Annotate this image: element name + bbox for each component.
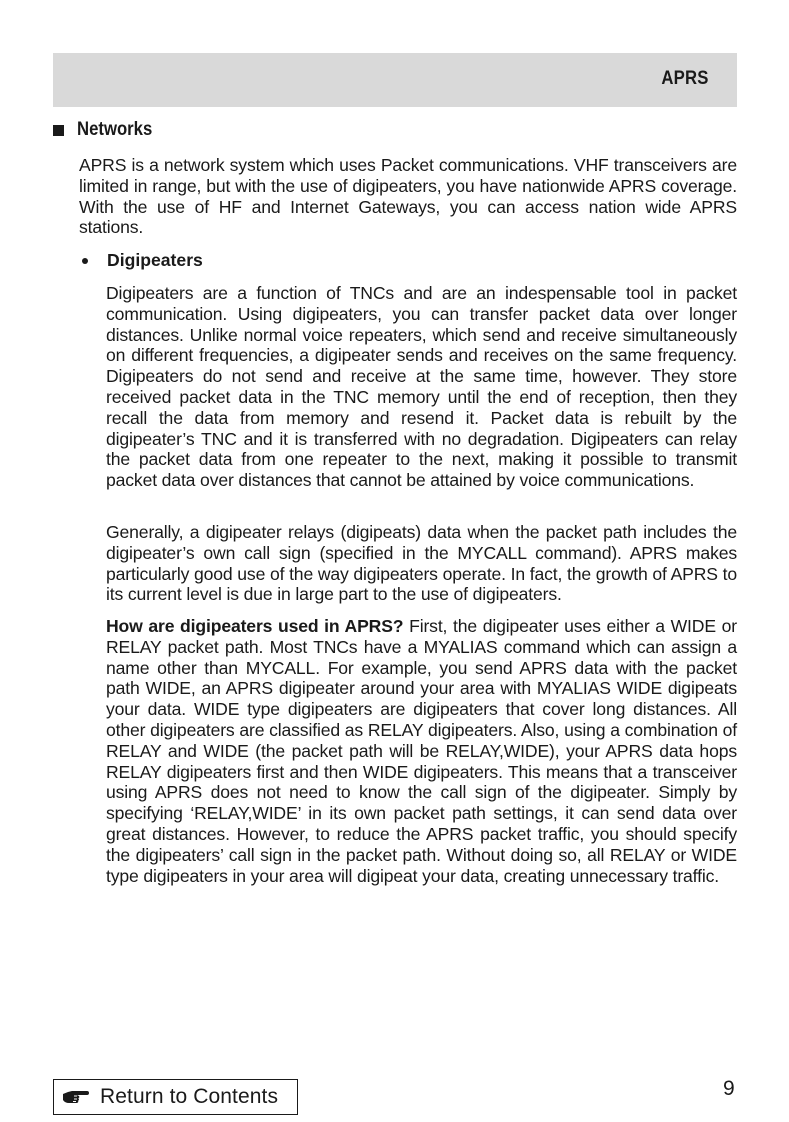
page-number: 9 <box>723 1077 735 1100</box>
page-header <box>53 53 737 107</box>
section-heading <box>53 119 163 141</box>
header-title: APRS <box>661 68 709 89</box>
pointing-hand-icon <box>62 1088 90 1106</box>
intro-paragraph: APRS is a network system which uses Packet communications. VHF transceivers are limited in range, but with the use of digipeaters, you have nationwide APRS coverage. With the use of HF and Internet Gateways, you can access nation wide APRS stations. <box>79 155 737 238</box>
return-to-contents-label: Return to Contents <box>100 1085 279 1108</box>
subsection-title: Digipeaters <box>107 250 203 270</box>
round-bullet-icon <box>82 258 88 264</box>
section-title: Networks <box>77 119 153 140</box>
subsection-heading <box>79 250 203 271</box>
return-to-contents-button[interactable] <box>53 1079 298 1115</box>
digipeaters-paragraph-1: Digipeaters are a function of TNCs and are an indespensable tool in packet communication. Using digipeaters, you can transfer packet data over longer distances. Unlike normal voice repeaters, which send and receive simultaneously on different frequencies, a digipeater sends and receives on the same frequency. Digipeaters do not send and receive at the same time, however. They store received packet data in the TNC memory until the end of reception, then they recall the data from memory and resend it. Packet data is rebuilt by the digipeater’s TNC and it is transferred with no degradation. Digipeaters can relay the packet data from one repeater to the next, making it possible to transmit packet data over distances that cannot be attained by voice communications. <box>106 283 737 491</box>
digipeaters-paragraph-3 <box>106 616 737 886</box>
paragraph-lead-question: How are digipeaters used in APRS? <box>106 616 404 636</box>
paragraph-3-body: First, the digipeater uses either a WIDE or RELAY packet path. Most TNCs have a MYALIAS command which can assign a name other than MYCALL. For example, you send APRS data with the packet path WIDE, an APRS digipeater around your area with MYALIAS WIDE digipeats your data. WIDE type digipeaters are digipeaters that cover long distances. All other digipeaters are classified as RELAY digipeaters. Also, using a combination of RELAY and WIDE (the packet path will be RELAY,WIDE), your APRS data hops RELAY digipeaters first and then WIDE digipeaters. This means that a transceiver using APRS does not need to know the call sign of the digipeater. Simply by specifying ‘RELAY,WIDE’ in its own packet path settings, it can send data over great distances. However, to reduce the APRS packet traffic, you should specify the digipeaters’ call sign in the packet path. Without doing so, all RELAY or WIDE type digipeaters in your area will digipeat your data, creating unnecessary traffic. <box>106 616 737 886</box>
digipeaters-paragraph-2: Generally, a digipeater relays (digipeats) data when the packet path includes the digipeater’s own call sign (specified in the MYCALL command). APRS makes particularly good use of the way digipeaters operate. In fact, the growth of APRS to its current level is due in large part to the use of digipeaters. <box>106 522 737 605</box>
square-bullet-icon <box>53 125 64 136</box>
